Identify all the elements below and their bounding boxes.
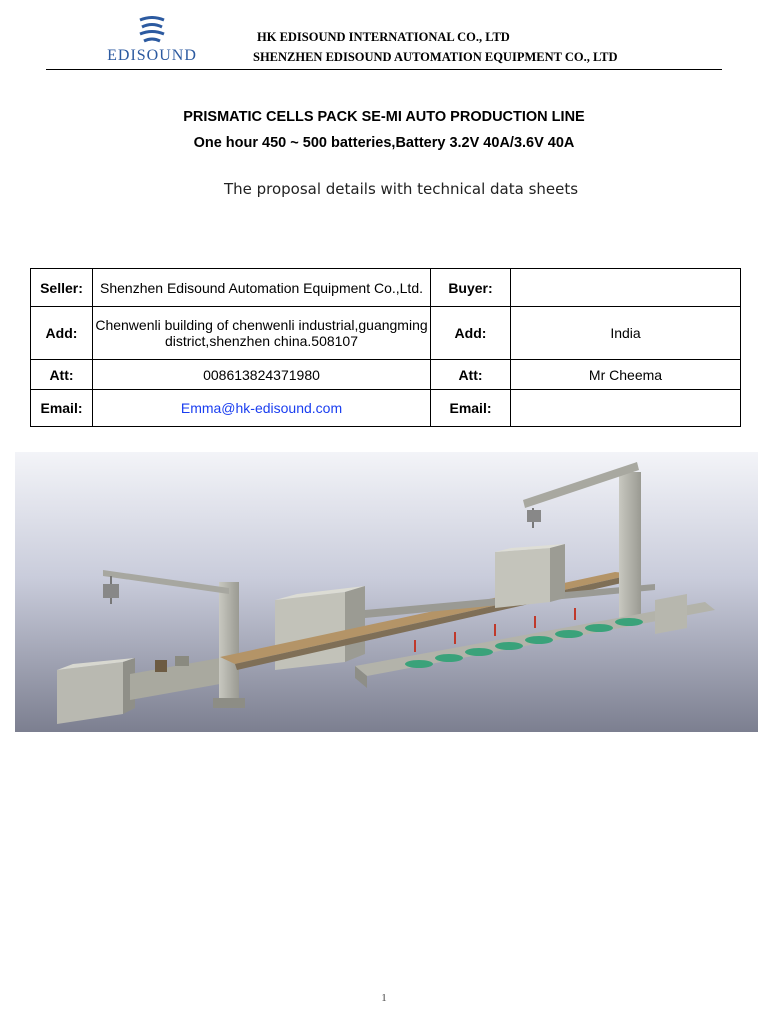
logo-text: EDISOUND	[107, 47, 197, 64]
seller-att-value: 008613824371980	[93, 360, 431, 390]
buyer-address-label: Add:	[431, 307, 511, 360]
buyer-att-label: Att:	[431, 360, 511, 390]
seller-email-label: Email:	[31, 390, 93, 427]
table-row	[31, 390, 741, 427]
buyer-email-label: Email:	[431, 390, 511, 427]
header-divider	[46, 69, 722, 70]
document-title: PRISMATIC CELLS PACK SE-MI AUTO PRODUCTION LINE	[183, 109, 585, 125]
seller-address-line-1: Chenwenli building of chenwenli industrial,guangming	[95, 317, 428, 333]
production-line-image	[15, 452, 758, 732]
company-name-hk: HK EDISOUND INTERNATIONAL CO., LTD	[257, 30, 510, 44]
table-row	[31, 269, 741, 307]
document-subtitle: The proposal details with technical data sheets	[223, 180, 579, 198]
buyer-address-value: India	[511, 307, 741, 360]
company-name-shenzhen: SHENZHEN EDISOUND AUTOMATION EQUIPMENT CO., LTD	[253, 50, 618, 64]
table-row	[31, 307, 741, 360]
edisound-logo	[100, 16, 204, 64]
seller-value: Shenzhen Edisound Automation Equipment Co.,Ltd.	[93, 269, 431, 307]
seller-address-label: Add:	[31, 307, 93, 360]
page-number: 1	[381, 992, 387, 1004]
buyer-email-value	[511, 390, 741, 427]
company-header	[253, 27, 618, 67]
seller-address-value	[93, 307, 431, 360]
document-capacity-line: One hour 450 ~ 500 batteries,Battery 3.2V 40A/3.6V 40A	[193, 135, 575, 151]
seller-email-link[interactable]: Emma@hk-edisound.com	[93, 390, 431, 427]
contact-info-table	[30, 268, 741, 427]
seller-address-line-2: district,shenzhen china.508107	[164, 333, 359, 349]
seller-label: Seller:	[31, 269, 93, 307]
logo-waves-icon	[100, 16, 204, 48]
seller-att-label: Att:	[31, 360, 93, 390]
buyer-att-value: Mr Cheema	[511, 360, 741, 390]
table-row	[31, 360, 741, 390]
buyer-value	[511, 269, 741, 307]
buyer-label: Buyer:	[431, 269, 511, 307]
